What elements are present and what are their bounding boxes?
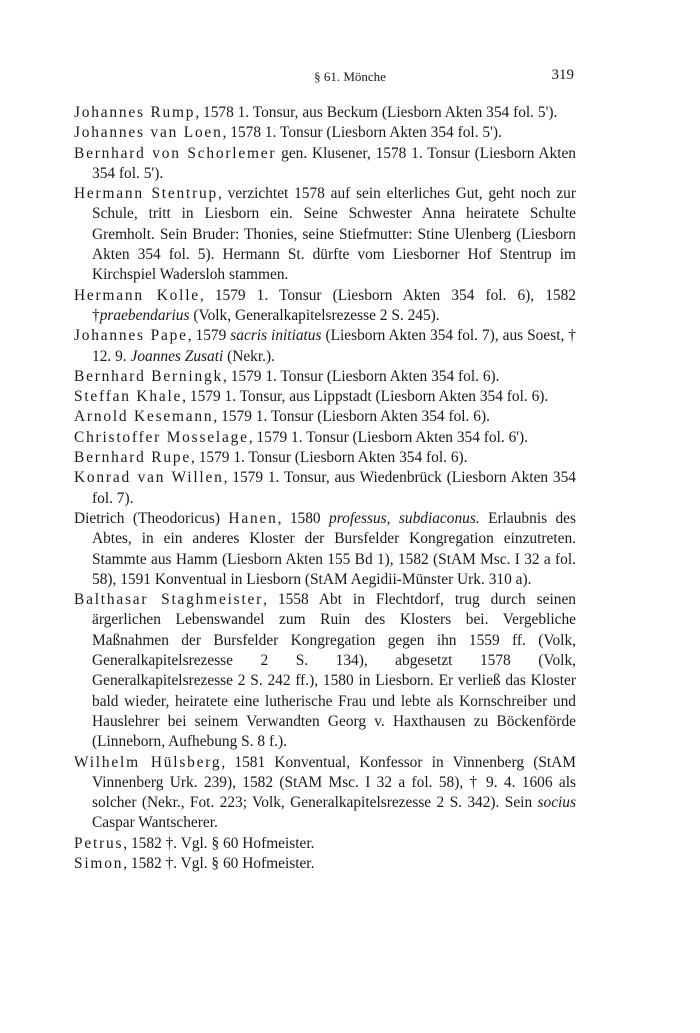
entry-prefix: Dietrich (Theodoricus) <box>74 509 229 527</box>
entry-text: , 1558 Abt in Flechtdorf, trug durch seinen ärgerlichen Lebenswandel zum Ruin des Klosters bei. Vergebliche Maßnahmen der Bursfelder Kongregation gegen ihn 1559 ff. (Volk, Generalkapitelsrezesse 2 S. 134), abgesetzt 1578 (Volk, Generalkapitelsrezesse 2 S. 242 ff.), 1580 in Liesborn. Er verließ das Kloster bald wieder, heiratete eine lutherische Frau und lebte als Kornschreiber und Hauslehrer bei seinem Verwandten Georg v. Haxthausen zu Böckenförde (Linneborn, Aufhebung S. 8 f.). <box>92 591 576 751</box>
entry <box>74 144 576 185</box>
entry <box>74 103 576 123</box>
entry-name: Johannes van Loen <box>74 124 223 142</box>
entry <box>74 407 576 427</box>
entry <box>74 753 576 834</box>
entry-tail: Erlaubnis des Abtes, in ein anderes Kloster der Bursfelder Kongregation einzutreten. Stammte aus Hamm (Liesborn Akten 155 Bd 1), 1582 (StAM Msc. I 32 a fol. 58), 1591 Konventual in Liesborn (StAM Aegidii-Münster Urk. 310 a). <box>92 509 576 588</box>
entry <box>74 854 576 874</box>
entry-list <box>74 103 576 874</box>
entry <box>74 286 576 327</box>
entry-text: , 1582 †. Vgl. § 60 Hofmeister. <box>123 854 315 872</box>
page-number: 319 <box>551 67 574 83</box>
entry-text: , 1579 1. Tonsur (Liesborn Akten 354 fol. 6). <box>191 449 468 467</box>
entry-tail: (Liesborn Akten 354 fol. 7), aus Soest, † 12. 9. <box>92 327 576 365</box>
entry <box>74 428 576 448</box>
entry <box>74 834 576 854</box>
entry-name: Bernhard von Schorlemer <box>74 144 277 162</box>
entry-name: Balthasar Staghmeister <box>74 591 264 609</box>
entry-text: , 1581 Konventual, Konfessor in Vinnenberg (StAM Vinnenberg Urk. 239), 1582 (StAM Msc. I 32 a fol. 58), † 9. 4. 1606 als solcher (Nekr., Fot. 223; Volk, Generalkapitelsrezesse 2 S. 342). Sein <box>92 753 576 812</box>
entry-name: Steffan Khale <box>74 388 183 406</box>
entry-name: Johannes Rump <box>74 104 196 121</box>
entry-name: Simon <box>74 854 124 872</box>
entry-name: Wilhelm Hülsberg <box>74 753 222 771</box>
running-head <box>0 68 700 88</box>
entry-text: , 1579 <box>187 327 231 345</box>
entry-text: , verzichtet 1578 auf sein elterliches Gut, geht noch zur Schule, tritt in Liesborn ein. Seine Schwester Anna heiratete Schulte Gremholt. Sein Bruder: Thonies, seine Stiefmutter: Stine Ulenberg (Liesborn Akten 354 fol. 5). Hermann St. dürfte vom Liesborner Hof Stentrup im Kirchspiel Wadersloh stammen. <box>92 185 576 284</box>
entry-tail: (Volk, Generalkapitelsrezesse 2 S. 245). <box>189 306 440 324</box>
entry-name: Bernhard Berningk <box>74 367 223 385</box>
entry-name: Arnold Kesemann <box>74 408 214 426</box>
entry-text: , 1579 1. Tonsur, aus Wiedenbrück (Liesborn Akten 354 fol. 7). <box>92 469 576 507</box>
entry-text: , 1580 <box>277 509 330 527</box>
entry <box>74 184 576 285</box>
entry-name: Hermann Stentrup <box>74 185 218 203</box>
entry <box>74 387 576 407</box>
entry <box>74 326 576 367</box>
entry-name: Hanen <box>228 509 278 527</box>
entry <box>74 590 576 752</box>
entry-tail: (Nekr.). <box>223 347 275 365</box>
entry-name: Konrad van Willen <box>74 469 224 487</box>
entry-name: Petrus <box>74 834 124 852</box>
entry-name: Bernhard Rupe <box>74 449 191 467</box>
entry-name: Hermann Kolle <box>74 286 200 304</box>
entry <box>74 123 576 143</box>
entry-text: , 1579 1. Tonsur (Liesborn Akten 354 fol. 6'). <box>248 428 529 446</box>
entry-text: , 1579 1. Tonsur (Liesborn Akten 354 fol. 6). <box>213 408 490 426</box>
entry <box>74 509 576 590</box>
entry <box>74 468 576 509</box>
entry-tail: Caspar Wantscherer. <box>92 814 218 832</box>
entry-text: , 1579 1. Tonsur, aus Lippstadt (Liesborn Akten 354 fol. 6). <box>182 388 549 406</box>
entry-italic: sacris initiatus <box>230 327 322 345</box>
entry-italic: socius <box>537 794 576 812</box>
section-title: § 61. Mönche <box>314 69 386 84</box>
entry-text: , 1578 1. Tonsur, aus Beckum (Liesborn Akten 354 fol. 5'). <box>195 104 558 121</box>
entry-text: , 1578 1. Tonsur (Liesborn Akten 354 fol. 5'). <box>222 124 502 142</box>
entry-italic: professus, subdiaconus. <box>329 509 480 527</box>
entry-text: , 1579 1. Tonsur (Liesborn Akten 354 fol. 6). <box>223 367 500 385</box>
entry-text: gen. Klusener, 1578 1. Tonsur (Liesborn Akten 354 fol. 5'). <box>92 144 576 182</box>
entry-italic: praebendarius <box>99 306 190 324</box>
entry-name: Johannes Pape <box>74 327 188 345</box>
entry <box>74 448 576 468</box>
entry-name: Christoffer Mosselage <box>74 428 249 446</box>
entry <box>74 367 576 387</box>
entry-italic: Joannes Zusati <box>130 347 224 365</box>
entry-text: , 1582 †. Vgl. § 60 Hofmeister. <box>123 834 315 852</box>
entry-text: , 1579 1. Tonsur (Liesborn Akten 354 fol. 6), 1582 † <box>92 286 576 324</box>
